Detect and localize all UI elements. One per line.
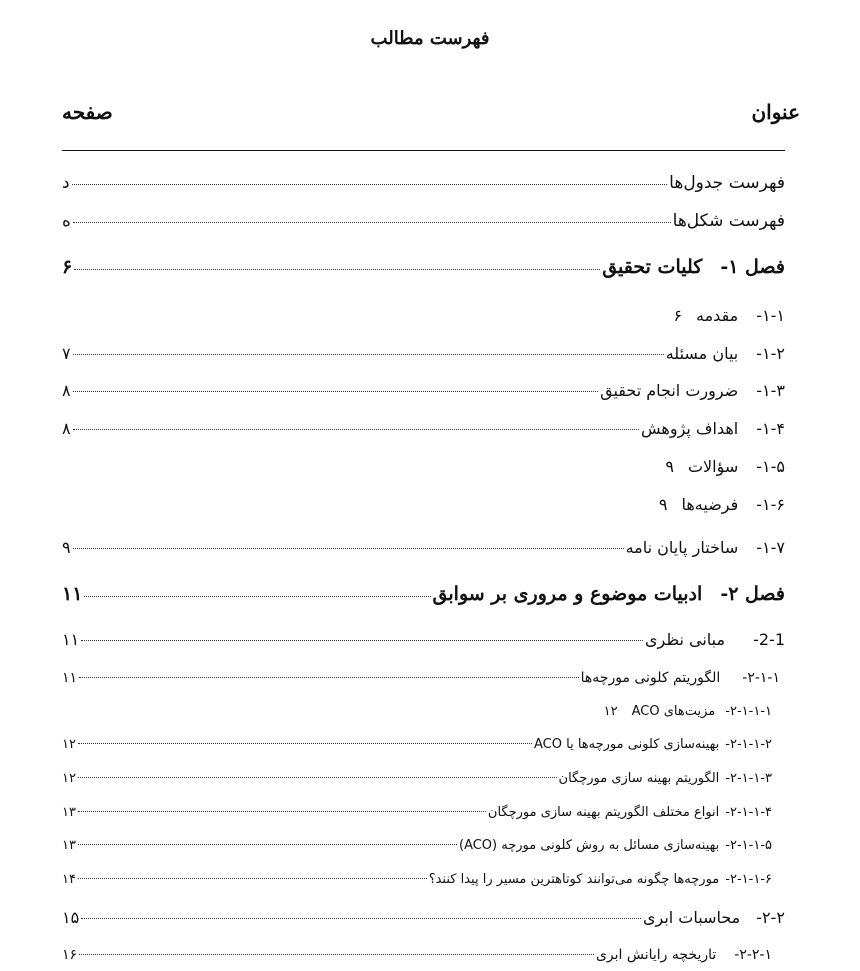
dot-leader xyxy=(78,811,486,812)
toc-entry[interactable] xyxy=(62,790,772,820)
toc-entry-number: ۲-۱-۱-۶- xyxy=(725,872,772,887)
toc-entry-title: بیان مسئله xyxy=(665,344,739,363)
toc-entry-title: ضرورت انجام تحقیق xyxy=(600,381,739,400)
toc-entry-title: سؤالات xyxy=(687,457,739,476)
toc-entry[interactable] xyxy=(62,163,785,193)
dot-leader xyxy=(84,596,430,597)
toc-entry-page: ۱۱ xyxy=(62,630,80,649)
toc-entry-page: ۶ xyxy=(62,256,73,278)
toc-entry-title: کلیات تحقیق xyxy=(602,256,703,278)
toc-entry-title: فهرست جدول‌ها xyxy=(669,173,785,193)
dot-leader xyxy=(78,878,427,879)
header-divider xyxy=(62,150,785,151)
toc-entry-page: ۸ xyxy=(62,419,71,438)
toc-entry[interactable] xyxy=(62,333,785,363)
toc-entry-title: بهینه‌سازی کلونی مورچه‌ها یا ACO xyxy=(534,737,720,752)
toc-entry-number: فصل ۱- xyxy=(720,256,785,278)
toc-entry-title: فرضیه‌ها xyxy=(681,495,739,514)
toc-entry-page: ۱۶ xyxy=(62,947,78,963)
toc-entry[interactable] xyxy=(62,248,785,278)
toc-entry-page: ۱۳ xyxy=(62,838,76,853)
toc-entry-page: ۱۲ xyxy=(62,771,76,786)
toc-entry-title: فهرست شکل‌ها xyxy=(672,211,785,231)
toc-entry-title: مورچه‌ها چگونه می‌توانند کوتاهترین مسیر را پیدا کنند؟ xyxy=(428,872,720,887)
toc-entry[interactable] xyxy=(62,446,785,476)
dot-leader xyxy=(73,391,599,392)
toc-entry-page: ۱۲ xyxy=(603,704,618,719)
dot-leader xyxy=(81,640,643,641)
toc-entry-number: ۲-۱-۱-۳- xyxy=(725,771,772,786)
column-header-title: عنوان xyxy=(751,100,800,124)
dot-leader xyxy=(78,777,557,778)
toc-entry-page: ۶ xyxy=(673,306,683,325)
toc-entry[interactable] xyxy=(62,756,772,786)
toc-entry-number: ۲-۲-۱- xyxy=(734,947,772,963)
toc-entry-number: ۱-۴- xyxy=(756,419,785,438)
toc-entry-title: اهداف پژوهش xyxy=(641,419,739,438)
toc-entry-title: مبانی نظری xyxy=(645,630,726,649)
toc-entry-title: مقدمه xyxy=(696,306,739,325)
column-header-page: صفحه xyxy=(62,100,113,124)
toc-entry-number: ۱-۱- xyxy=(756,306,785,325)
dot-leader xyxy=(73,222,671,223)
dot-leader xyxy=(74,269,600,270)
toc-entry-number: ۲-۱-۱- xyxy=(742,670,780,686)
toc-entry[interactable] xyxy=(62,933,772,963)
toc-entry[interactable] xyxy=(62,484,785,514)
toc-entry-page: ۱۴ xyxy=(62,872,76,887)
toc-entry-page: د xyxy=(62,173,70,193)
toc-entry-title: الگوریتم بهینه سازی مورچگان xyxy=(558,771,720,786)
toc-entry[interactable] xyxy=(62,619,785,649)
dot-leader xyxy=(73,354,664,355)
dot-leader xyxy=(79,954,594,955)
toc-entry-number: ۱-۳- xyxy=(756,381,785,400)
toc-entry[interactable] xyxy=(62,295,785,325)
toc-entry[interactable] xyxy=(62,370,785,400)
dot-leader xyxy=(73,548,624,549)
toc-entry-number: ۲-۲- xyxy=(756,908,785,927)
toc-entry-number: 2-1- xyxy=(753,630,785,649)
toc-entry-page: ۹ xyxy=(62,538,71,557)
toc-entry-page: ۱۱ xyxy=(62,583,83,605)
toc-entry-title: محاسبات ابری xyxy=(642,908,741,927)
toc-entry[interactable] xyxy=(62,656,780,686)
dot-leader xyxy=(78,743,532,744)
toc-entry-number: ۲-۱-۱-۱- xyxy=(725,704,772,719)
dot-leader xyxy=(78,844,457,845)
toc-entry-title: ادبیات موضوع و مروری بر سوابق xyxy=(432,583,703,605)
toc-entry-title: بهینه‌سازی مسائل به روش کلونی مورچه (ACO) xyxy=(458,838,720,853)
toc-entry-number: ۲-۱-۱-۴- xyxy=(725,805,772,820)
toc-entry[interactable] xyxy=(62,201,785,231)
toc-entry-number: ۱-۶- xyxy=(756,495,785,514)
toc-entry[interactable] xyxy=(62,527,785,557)
toc-entry-title: الگوریتم کلونی مورچه‌ها xyxy=(580,670,721,686)
toc-entry-number: ۱-۵- xyxy=(756,457,785,476)
toc-entry-page: ۱۳ xyxy=(62,805,76,820)
toc-entry-page: ۱۵ xyxy=(62,908,80,927)
dot-leader xyxy=(73,429,639,430)
toc-entry-title: تاریخچه رایانش ابری xyxy=(595,947,717,963)
toc-entry-page: ۹ xyxy=(665,457,674,476)
toc-entry[interactable] xyxy=(62,722,772,752)
dot-leader xyxy=(72,184,668,185)
dot-leader xyxy=(79,677,579,678)
toc-entry-title: مزیت‌های ACO xyxy=(631,704,716,719)
toc-entry[interactable] xyxy=(62,408,785,438)
toc-entry-page: ۸ xyxy=(62,381,71,400)
toc-entry-title: ساختار پایان نامه xyxy=(625,538,739,557)
toc-entry-page: ۹ xyxy=(658,495,668,514)
toc-entry-page: ۱۲ xyxy=(62,737,76,752)
toc-entry[interactable] xyxy=(62,823,772,853)
toc-entry[interactable] xyxy=(62,575,785,605)
toc-entry-number: ۲-۱-۱-۵- xyxy=(725,838,772,853)
toc-entry-number: ۱-۲- xyxy=(756,344,785,363)
toc-entry[interactable] xyxy=(62,897,785,927)
dot-leader xyxy=(81,918,641,919)
toc-entry-number: ۲-۱-۱-۲- xyxy=(725,737,772,752)
toc-entry-title: انواع مختلف الگوریتم بهینه سازی مورچگان xyxy=(487,805,720,820)
toc-entry-number: ۱-۷- xyxy=(756,538,785,557)
toc-entry[interactable] xyxy=(62,857,772,887)
toc-entry-number: فصل ۲- xyxy=(720,583,785,605)
page-title: فهرست مطالب xyxy=(370,28,490,49)
toc-entry-page: ۱۱ xyxy=(62,670,78,686)
toc-entry-page: ۷ xyxy=(62,344,71,363)
toc-entry-page: ه xyxy=(62,211,71,231)
toc-entry[interactable] xyxy=(62,689,772,719)
